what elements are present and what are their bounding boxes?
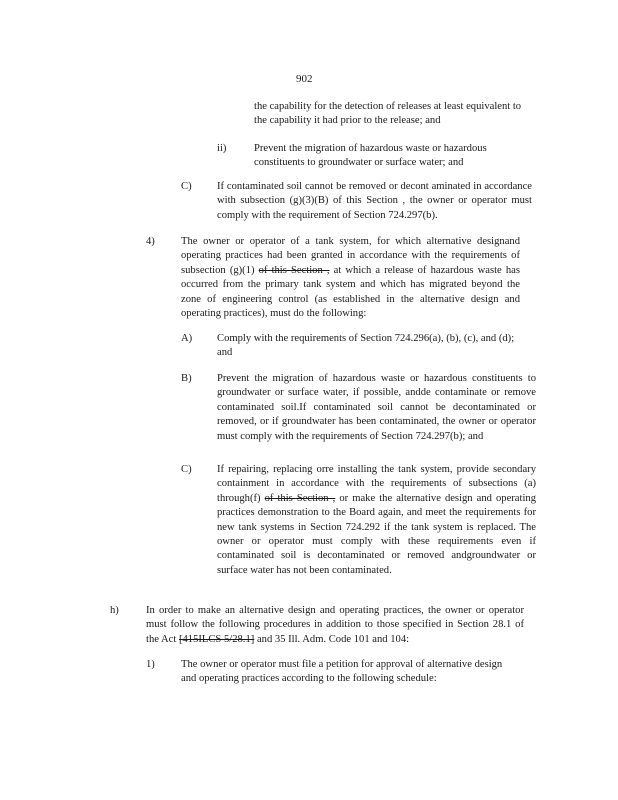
item-g3c-text (217, 180, 532, 223)
item-g4a-body: Comply with the requirements of Section 724.296(a), (b), (c), and (d); and (217, 333, 515, 359)
item-g4-strikethrough: of this Section , (258, 264, 330, 276)
item-g4-text-a: The owner or operator of a tank system, for which alternative designand operating practices had been granted in accordance with the requirements of subsection (g)(1) (181, 236, 520, 276)
item-label-g4a: A) (181, 333, 193, 344)
item-g4-text-b: at which a release of hazardous waste has occurred from the primary tank system and which has migrated beyond the zone of engineering control (as established in the alternative design and operating practices), must do the following: (181, 264, 520, 320)
item-g4-text (181, 235, 520, 321)
item-g4c-text-a: If repairing, replacing orre installing the tank system, provide secondary containment in accordance with the requirements of subsections (a) through(f) (217, 464, 536, 504)
item-h-text-a: In order to make an alternative design and operating practices, the owner or operator must follow the following procedures in addition to those specified in Section 28.1 of the Act (146, 605, 524, 645)
item-h-strikethrough: [415ILCS 5/28.1] (178, 633, 255, 645)
item-h1-text (181, 658, 511, 687)
item-ii-text (254, 142, 495, 171)
item-g4b-text (217, 372, 536, 444)
item-g4b-body: Prevent the migration of hazardous waste or hazardous constituents to groundwater or surface water, if possible, andde contaminate or remove contaminated soil.If contaminated soil cannot be decontaminated or removed, or if groundwater has been contaminated, the owner or operator must comply with the requirements of Section 724.297(b); and (217, 373, 536, 442)
continued-paragraph-text: the capability for the detection of releases at least equivalent to the capability it had prior to the release; and (254, 101, 522, 127)
item-g3c-body: If contaminated soil cannot be removed or decont aminated in accordance with subsection (g)(3)(B) of this Section , the owner or operator must comply with the requirement of Section 724.297(b). (217, 181, 532, 221)
item-label-g3c: C) (181, 181, 192, 192)
item-label-h1: 1) (146, 659, 155, 670)
item-ii-body: Prevent the migration of hazardous waste or hazardous constituents to groundwater or surface water; and (254, 143, 487, 169)
item-label-ii: ii) (217, 143, 227, 154)
item-label-h: h) (110, 605, 119, 616)
item-h-text-b: and 35 Ill. Adm. Code 101 and 104: (254, 633, 410, 645)
page-number: 902 (296, 73, 313, 85)
item-g4a-text (217, 332, 532, 361)
continued-paragraph (254, 100, 530, 129)
item-g4c-text (217, 463, 536, 578)
item-label-g4b: B) (181, 373, 192, 384)
item-g4c-text-b: or make the alternative design and operating practices demonstration to the Board again, and meet the requirements for new tank systems in Section 724.292 if the tank system is replaced. The owner or operator must comply with these requirements even if contaminated soil is decontaminated or removed andgroundwater or surface water has not been contaminated. (217, 492, 536, 576)
item-label-g4: 4) (146, 236, 155, 247)
item-h-text (146, 604, 524, 647)
item-g4c-strikethrough: of this Section , (264, 492, 336, 504)
item-label-g4c: C) (181, 464, 192, 475)
item-h1-body: The owner or operator must file a petition for approval of alternative design and operating practices according to the following schedule: (181, 659, 503, 685)
